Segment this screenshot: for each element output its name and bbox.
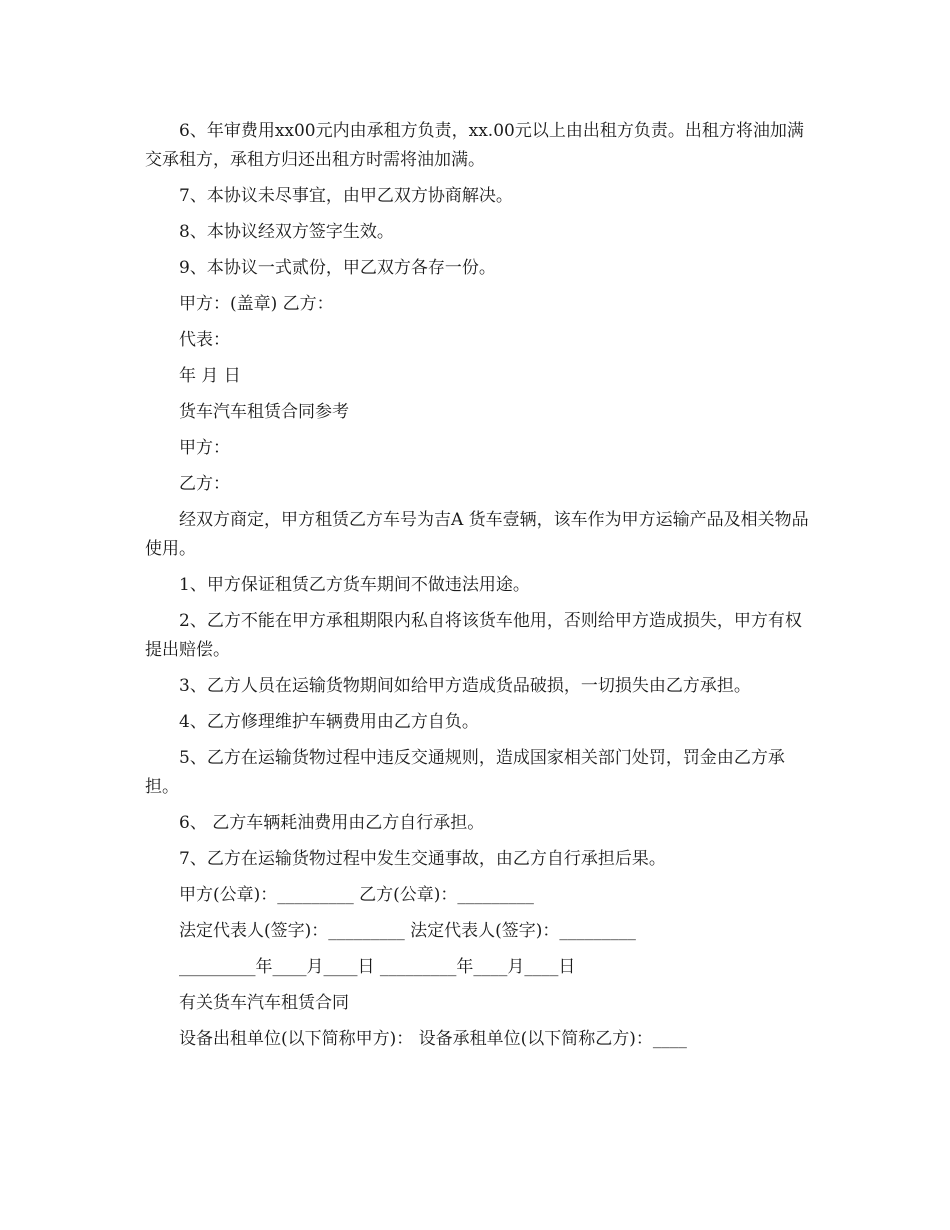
clause-5-traffic-fines: 5、乙方在运输货物过程中违反交通规则，造成国家相关部门处罚，罚金由乙方承担。	[145, 748, 785, 797]
signature-seals-line: 甲方(公章)：_________ 乙方(公章)：_________	[179, 885, 534, 905]
clause-6-annual-review: 6、年审费用xx00元内由承租方负责，xx.00元以上由出租方负责。出租方将油加满交承租方，承租方归还出租方时需将油加满。	[145, 121, 804, 170]
clause-7-unresolved: 7、本协议未尽事宜，由甲乙双方协商解决。	[179, 186, 513, 206]
clause-4-repair-costs: 4、乙方修理维护车辆费用由乙方自负。	[179, 712, 479, 732]
clause-8-effective: 8、本协议经双方签字生效。	[179, 222, 394, 242]
clause-2-no-private-use: 2、乙方不能在甲方承租期限内私自将该货车他用，否则给甲方造成损失，甲方有权提出赔偿。	[145, 611, 802, 660]
signature-date: 年 月 日	[179, 366, 241, 386]
clause-6-fuel-costs: 6、 乙方车辆耗油费用由乙方自行承担。	[179, 813, 485, 833]
section-title-truck-lease-reference: 货车汽车租赁合同参考	[179, 402, 349, 422]
signature-legal-rep-line: 法定代表人(签字)：_________ 法定代表人(签字)：_________	[179, 921, 636, 941]
document-body	[145, 117, 815, 1061]
clause-3-cargo-damage: 3、乙方人员在运输货物期间如给甲方造成货品破损，一切损失由乙方承担。	[179, 676, 751, 696]
signature-parties: 甲方：(盖章) 乙方：	[179, 294, 334, 314]
party-a-line: 甲方：	[179, 438, 230, 458]
clause-9-copies: 9、本协议一式贰份，甲乙双方各存一份。	[179, 258, 496, 278]
equipment-parties-line: 设备出租单位(以下简称甲方)： 设备承租单位(以下简称乙方)：____	[179, 1029, 687, 1049]
clause-7-accidents: 7、乙方在运输货物过程中发生交通事故，由乙方自行承担后果。	[179, 849, 666, 869]
clause-1-no-illegal-use: 1、甲方保证租赁乙方货车期间不做违法用途。	[179, 575, 530, 595]
preamble: 经双方商定，甲方租赁乙方车号为吉A 货车壹辆，该车作为甲方运输产品及相关物品使用。	[145, 510, 809, 559]
signature-date-line: _________年____月____日 _________年____月____日	[179, 957, 576, 977]
section-title-related-contract: 有关货车汽车租赁合同	[179, 993, 349, 1013]
party-b-line: 乙方：	[179, 474, 230, 494]
signature-representative: 代表：	[179, 330, 230, 350]
